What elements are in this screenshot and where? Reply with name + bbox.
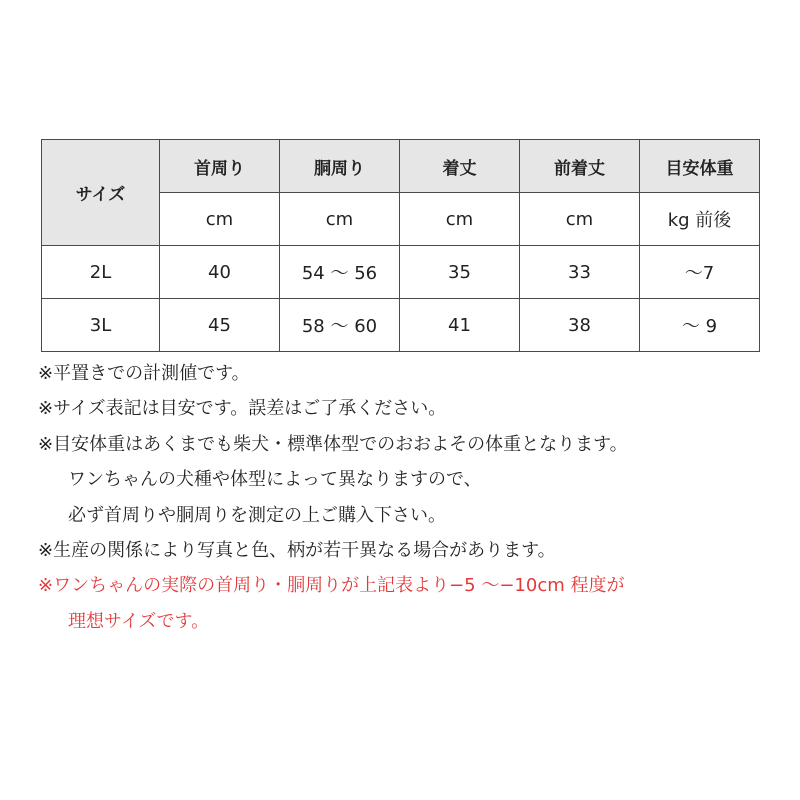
table-cell: 〜7 (640, 246, 760, 299)
table-row (42, 299, 760, 352)
note-measure-advice: 必ず首周りや胴周りを測定の上ご購入下さい。 (68, 504, 446, 526)
size-column-header: サイズ (42, 140, 160, 246)
notes-section (38, 364, 778, 647)
table-header-row (42, 140, 760, 193)
note-size-guideline: ※サイズ表記は目安です。誤差はご了承ください。 (38, 398, 447, 420)
column-header-neck: 首周り (160, 140, 280, 193)
note-ideal-size-warning: ※ワンちゃんの実際の首周り・胴周りが上記表より−5 〜−10cm 程度が (38, 575, 625, 597)
table-cell: 41 (400, 299, 520, 352)
row-size-label: 3L (42, 299, 160, 352)
note-ideal-size-continued: 理想サイズです。 (68, 610, 210, 632)
column-header-length: 着丈 (400, 140, 520, 193)
unit-cell-weight: kg 前後 (640, 193, 760, 246)
table-cell: 45 (160, 299, 280, 352)
unit-cell-length: cm (400, 193, 520, 246)
size-chart-table (41, 139, 760, 352)
note-weight-continued: ワンちゃんの犬種や体型によって異なりますので、 (68, 469, 482, 491)
table-cell: 35 (400, 246, 520, 299)
table-cell: 33 (520, 246, 640, 299)
table-cell: 38 (520, 299, 640, 352)
column-header-front-length: 前着丈 (520, 140, 640, 193)
column-header-weight: 目安体重 (640, 140, 760, 193)
table-cell: 〜 9 (640, 299, 760, 352)
unit-cell-neck: cm (160, 193, 280, 246)
table-cell: 40 (160, 246, 280, 299)
table-cell: 54 〜 56 (280, 246, 400, 299)
note-flat-measurement: ※平置きでの計測値です。 (38, 363, 250, 384)
table-row (42, 246, 760, 299)
table-cell: 58 〜 60 (280, 299, 400, 352)
row-size-label: 2L (42, 246, 160, 299)
column-header-chest: 胴周り (280, 140, 400, 193)
unit-cell-front-length: cm (520, 193, 640, 246)
note-weight-guideline: ※目安体重はあくまでも柴犬・標準体型でのおおよその体重となります。 (38, 433, 628, 455)
unit-cell-chest: cm (280, 193, 400, 246)
note-production-variance: ※生産の関係により写真と色、柄が若干異なる場合があります。 (38, 539, 556, 561)
